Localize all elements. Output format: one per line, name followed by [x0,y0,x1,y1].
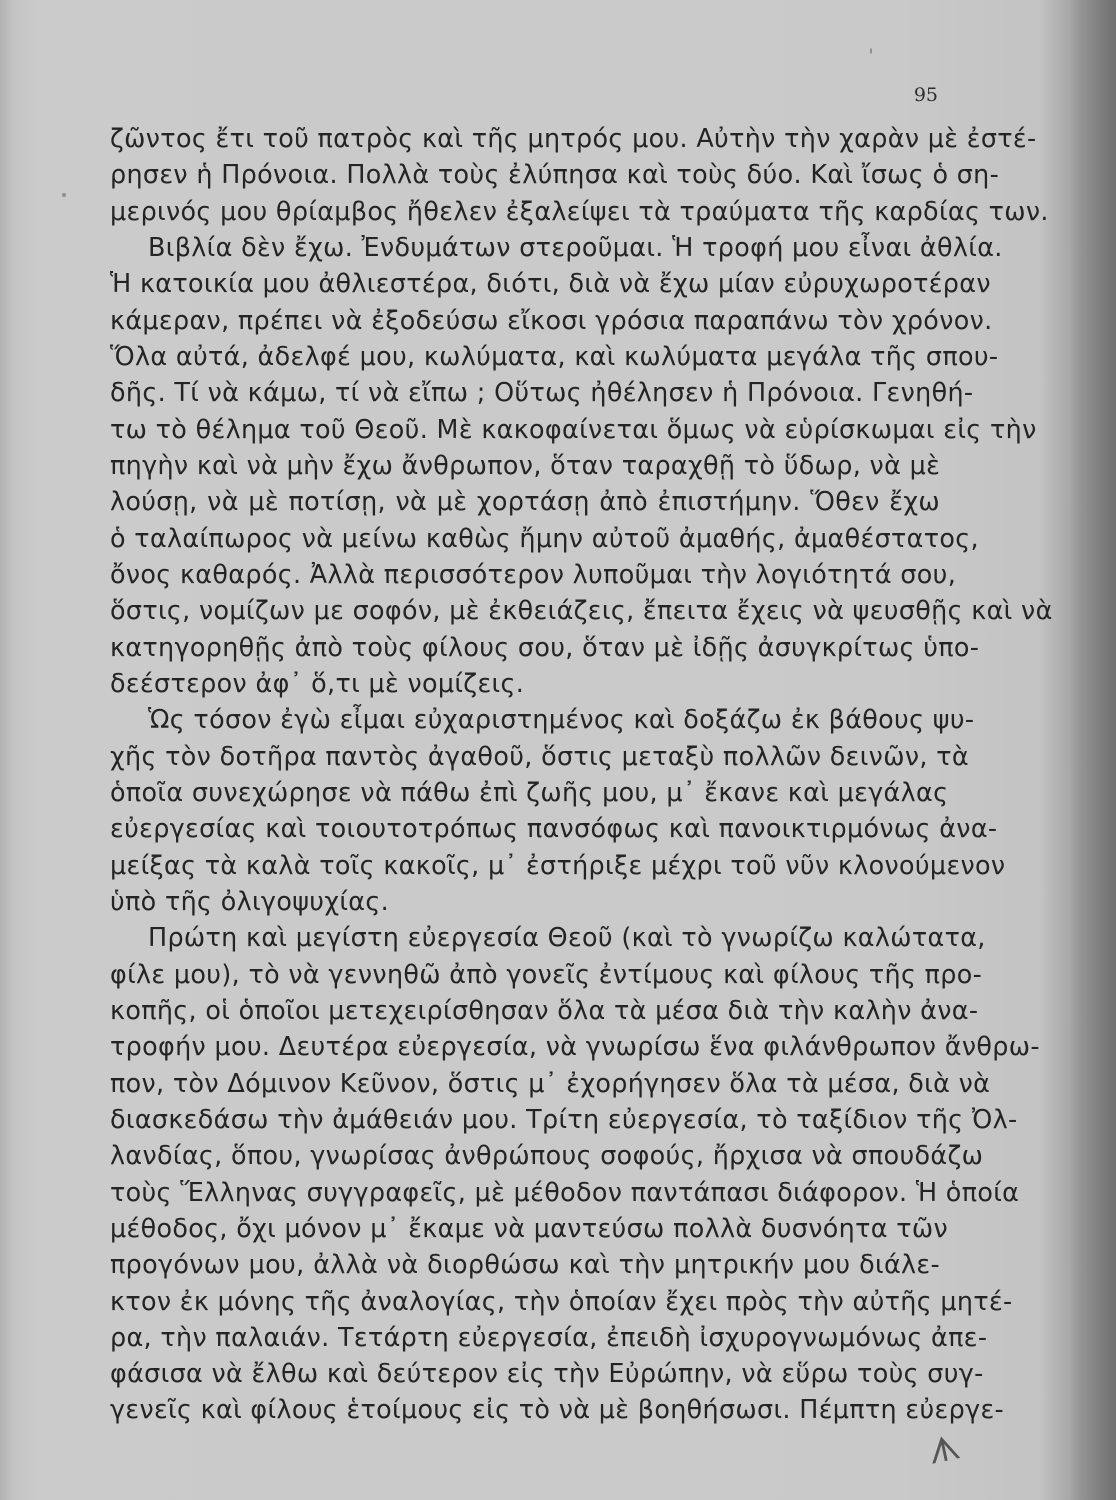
text-line: Βιβλία δὲν ἔχω. Ἐνδυμάτων στεροῦμαι. Ἡ τροφή μου εἶναι ἀθλία. [148,231,1003,262]
text-line: γενεῖς καὶ φίλους ἑτοίμους εἰς τὸ νὰ μὲ βοηθήσωσι. Πέμπτη εὐεργε- [110,1394,1005,1425]
text-line: φάσισα νὰ ἔλθω καὶ δεύτερον εἰς τὴν Εὐρώπην, νὰ εὕρω τοὺς συγ- [110,1358,984,1389]
text-line: λούσῃ, νὰ μὲ ποτίσῃ, νὰ μὲ χορτάσῃ ἀπὸ ἐπιστήμην. Ὅθεν ἔχω [110,486,940,517]
text-body [110,120,1053,1428]
spine-shadow [1070,0,1116,1500]
text-line: Ὡς τόσον ἐγὼ εἶμαι εὐχαριστημένος καὶ δοξάζω ἐκ βάθους ψυ- [148,704,975,735]
text-line: ὁποῖα συνεχώρησε νὰ πάθω ἐπὶ ζωῆς μου, μ᾿ ἔκανε καὶ μεγάλας [110,776,949,807]
text-line: πον, τὸν Δόμινον Κεῦνον, ὅστις μ᾿ ἐχορήγησεν ὅλα τὰ μέσα, διὰ νὰ [110,1067,991,1098]
text-line: κάμεραν, πρέπει νὰ ἐξοδεύσω εἴκοσι γρόσια παραπάνω τὸν χρόνον. [110,304,993,335]
text-line: φίλε μου), τὸ νὰ γεννηθῶ ἀπὸ γονεῖς ἐντίμους καὶ φίλους τῆς προ- [110,958,983,989]
text-line: τροφήν μου. Δευτέρα εὐεργεσία, νὰ γνωρίσω ἕνα φιλάνθρωπον ἄνθρω- [110,1031,1040,1062]
text-line: κτον ἐκ μόνης τῆς ἀναλογίας, τὴν ὁποίαν ἔχει πρὸς τὴν αὐτῆς μητέ- [110,1285,1013,1316]
text-line: Ὅλα αὐτά, ἀδελφέ μου, κωλύματα, καὶ κωλύματα μεγάλα τῆς σπου- [110,340,999,371]
text-line: λανδίας, ὅπου, γνωρίσας ἀνθρώπους σοφούς, ἤρχισα νὰ σπουδάζω [110,1140,984,1171]
text-line: προγόνων μου, ἀλλὰ νὰ διορθώσω καὶ τὴν μητρικήν μου διάλε- [110,1249,940,1280]
handwritten-mark: ᗑ [924,1427,964,1473]
text-line: διασκεδάσω τὴν ἀμάθειάν μου. Τρίτη εὐεργεσία, τὸ ταξίδιον τῆς Ὀλ- [110,1103,1018,1134]
text-line: ὁ ταλαίπωρος νὰ μείνω καθὼς ἤμην αὐτοῦ ἀμαθής, ἀμαθέστατος, [110,522,979,553]
text-line: εὐεργεσίας καὶ τοιουτοτρόπως πανσόφως καὶ πανοικτιρμόνως ἀνα- [110,813,998,844]
text-line: μερινός μου θρίαμβος ἤθελεν ἐξαλείψει τὰ τραύματα τῆς καρδίας των. [110,195,1049,226]
text-line: μείξας τὰ καλὰ τοῖς κακοῖς, μ᾿ ἐστήριξε μέχρι τοῦ νῦν κλονούμενον [110,849,1006,880]
text-line: κατηγορηθῇς ἀπὸ τοὺς φίλους σου, ὅταν μὲ ἰδῇς ἀσυγκρίτως ὑπο- [110,631,980,662]
page-number: 95 [913,84,938,106]
text-line: χῆς τὸν δοτῆρα παντὸς ἀγαθοῦ, ὅστις μεταξὺ πολλῶν δεινῶν, τὰ [110,740,969,771]
text-line: δῆς. Τί νὰ κάμω, τί νὰ εἴπω ; Οὕτως ἠθέλησεν ἡ Πρόνοια. Γενηθή- [110,377,974,408]
text-line: Πρώτη καὶ μεγίστη εὐεργεσία Θεοῦ (καὶ τὸ γνωρίζω καλώτατα, [148,922,986,953]
text-line: μέθοδος, ὄχι μόνον μ᾿ ἔκαμε νὰ μαντεύσω πολλὰ δυσνόητα τῶν [110,1212,949,1243]
text-line: ὑπὸ τῆς ὀλιγοψυχίας. [110,885,390,916]
text-line: ὅστις, νομίζων με σοφόν, μὲ ἐκθειάζεις, ἔπειτα ἔχεις νὰ ψευσθῇς καὶ νὰ [110,595,1053,626]
text-line: ρησεν ἡ Πρόνοια. Πολλὰ τοὺς ἐλύπησα καὶ τοὺς δύο. Καὶ ἴσως ὁ ση- [110,159,1000,190]
paper-speck [62,193,66,197]
text-line: δεέστερον ἀφ᾿ ὅ,τι μὲ νομίζεις. [110,667,525,698]
paper-speck [870,48,872,54]
text-line: πηγὴν καὶ νὰ μὴν ἔχω ἄνθρωπον, ὅταν ταραχθῇ τὸ ὕδωρ, νὰ μὲ [110,449,941,480]
text-line: κοπῆς, οἱ ὁποῖοι μετεχειρίσθησαν ὅλα τὰ μέσα διὰ τὴν καλὴν ἀνα- [110,994,979,1025]
text-line: Ἡ κατοικία μου ἀθλιεστέρα, διότι, διὰ νὰ ἔχω μίαν εὐρυχωροτέραν [110,268,991,299]
text-line: τοὺς Ἕλληνας συγγραφεῖς, μὲ μέθοδον παντάπασι διάφορον. Ἡ ὁποία [110,1176,1020,1207]
text-line: ὄνος καθαρός. Ἀλλὰ περισσότερον λυποῦμαι τὴν λογιότητά σου, [110,558,957,589]
text-line: ρα, τὴν παλαιάν. Τετάρτη εὐεργεσία, ἐπειδὴ ἰσχυρογνωμόνως ἀπε- [110,1321,988,1352]
text-line: ζῶντος ἔτι τοῦ πατρὸς καὶ τῆς μητρός μου. Αὐτὴν τὴν χαρὰν μὲ ἐστέ- [110,123,1037,153]
text-line: τω τὸ θέλημα τοῦ Θεοῦ. Μὲ κακοφαίνεται ὅμως νὰ εὑρίσκωμαι εἰς τὴν [110,413,1037,444]
